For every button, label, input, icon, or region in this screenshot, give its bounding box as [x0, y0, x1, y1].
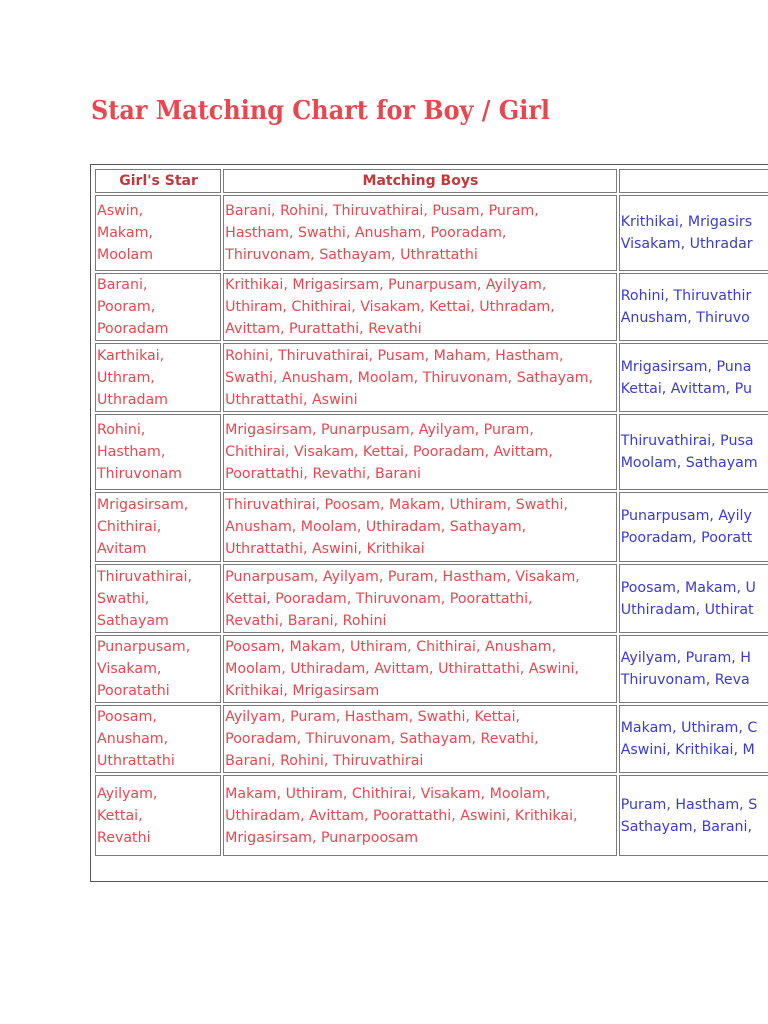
cell-line: Uthiradam, Avittam, Poorattathi, Aswini, Krithikai,	[225, 807, 578, 824]
cell-line: Avitam	[97, 541, 147, 557]
matching-boys-cell	[223, 635, 617, 703]
cell-line: Makam, Uthiram, C	[620, 720, 758, 736]
cell-line: Moolam	[97, 247, 154, 263]
cell-line: Makam, Uthiram, Chithirai, Visakam, Moolam,	[225, 785, 551, 802]
cell-line: Barani, Rohini, Thiruvathirai	[225, 753, 424, 769]
girls-star-cell	[95, 414, 221, 490]
girls-star-cell	[95, 775, 221, 856]
third-column-cell	[619, 564, 768, 633]
matching-boys-cell	[223, 775, 617, 856]
cell-line: Punarpusam,	[97, 639, 191, 655]
table-body	[95, 195, 768, 856]
table-row	[95, 775, 768, 856]
cell-line: Visakam, Uthradar	[620, 236, 753, 252]
cell-line: Uthrattathi	[97, 753, 175, 769]
cell-line: Rohini,	[97, 422, 146, 438]
cell-line: Thiruvathirai, Pusa	[620, 433, 754, 449]
cell-line: Uthradam	[97, 391, 168, 408]
star-matching-table-frame	[90, 164, 768, 882]
matching-boys-cell	[223, 195, 617, 271]
third-column-cell	[619, 492, 768, 562]
header-matching-boys: Matching Boys	[223, 169, 617, 193]
star-matching-table	[93, 167, 768, 858]
table-header-row	[95, 169, 768, 193]
matching-boys-cell	[223, 492, 617, 562]
matching-boys-cell	[223, 273, 617, 341]
cell-line: Revathi, Barani, Rohini	[225, 612, 387, 629]
cell-line: Mrigasirsam, Punarpoosam	[225, 829, 419, 846]
table-row	[95, 195, 768, 271]
cell-line: Ayilyam, Puram, H	[620, 650, 751, 666]
third-column-cell	[619, 343, 768, 412]
cell-line: Kettai, Avittam, Pu	[620, 380, 752, 397]
cell-line: Poosam, Makam, U	[620, 579, 756, 596]
table-row	[95, 705, 768, 773]
cell-line: Ayilyam, Puram, Hastham, Swathi, Kettai,	[225, 709, 521, 725]
cell-line: Uthrattathi, Aswini	[225, 391, 358, 408]
cell-line: Moolam, Sathayam	[620, 455, 758, 471]
matching-boys-cell	[223, 414, 617, 490]
cell-line: Uthiram, Chithirai, Visakam, Kettai, Uthradam,	[225, 299, 555, 315]
cell-line: Swathi, Anusham, Moolam, Thiruvonam, Sathayam,	[225, 369, 594, 386]
girls-star-cell	[95, 343, 221, 412]
cell-line: Pooradam, Thiruvonam, Sathayam, Revathi,	[225, 731, 539, 747]
cell-line: Uthiradam, Uthirat	[620, 601, 754, 618]
cell-line: Moolam, Uthiradam, Avittam, Uthirattathi, Aswini,	[225, 661, 579, 677]
cell-line: Uthram,	[97, 369, 155, 386]
cell-line: Swathi,	[97, 590, 150, 607]
girls-star-cell	[95, 635, 221, 703]
table-row	[95, 414, 768, 490]
cell-line: Thiruvonam, Sathayam, Uthrattathi	[225, 247, 478, 263]
cell-line: Poosam,	[97, 709, 157, 725]
cell-line: Thiruvonam, Reva	[620, 672, 750, 688]
cell-line: Pooram,	[97, 299, 156, 315]
table-row	[95, 635, 768, 703]
cell-line: Punarpusam, Ayily	[620, 508, 752, 524]
cell-line: Aswin,	[97, 203, 144, 219]
girls-star-cell	[95, 195, 221, 271]
cell-line: Hastham, Swathi, Anusham, Pooradam,	[225, 225, 507, 241]
cell-line: Mrigasirsam,	[97, 497, 189, 513]
cell-line: Mrigasirsam, Puna	[620, 358, 752, 375]
cell-line: Thiruvonam	[97, 466, 183, 482]
girls-star-cell	[95, 705, 221, 773]
girls-star-cell	[95, 492, 221, 562]
table-row	[95, 492, 768, 562]
cell-line: Makam,	[97, 225, 153, 241]
cell-line: Aswini, Krithikai, M	[620, 742, 755, 758]
cell-line: Thiruvathirai, Poosam, Makam, Uthiram, Swathi,	[225, 497, 568, 513]
third-column-cell	[619, 635, 768, 703]
cell-line: Visakam,	[97, 661, 162, 677]
cell-line: Rohini, Thiruvathir	[620, 288, 752, 304]
table-row	[95, 273, 768, 341]
cell-line: Punarpusam, Ayilyam, Puram, Hastham, Visakam,	[225, 568, 580, 585]
cell-line: Puram, Hastham, S	[620, 796, 758, 813]
cell-line: Barani, Rohini, Thiruvathirai, Pusam, Puram,	[225, 203, 539, 219]
cell-line: Kettai,	[97, 807, 143, 824]
cell-line: Karthikai,	[97, 347, 165, 364]
cell-line: Avittam, Purattathi, Revathi	[225, 321, 422, 337]
third-column-cell	[619, 775, 768, 856]
cell-line: Barani,	[97, 277, 148, 293]
girls-star-cell	[95, 564, 221, 633]
cell-line: Sathayam	[97, 612, 169, 629]
cell-line: Uthrattathi, Aswini, Krithikai	[225, 541, 425, 557]
page-title: Star Matching Chart for Boy / Girl	[91, 96, 551, 126]
cell-line: Poosam, Makam, Uthiram, Chithirai, Anusham,	[225, 639, 557, 655]
third-column-cell	[619, 195, 768, 271]
third-column-cell	[619, 273, 768, 341]
cell-line: Kettai, Pooradam, Thiruvonam, Poorattathi,	[225, 590, 533, 607]
cell-line: Pooradam, Pooratt	[620, 530, 753, 546]
cell-line: Krithikai, Mrigasirsam	[225, 683, 380, 699]
table-row	[95, 343, 768, 412]
cell-line: Rohini, Thiruvathirai, Pusam, Maham, Hastham,	[225, 347, 564, 364]
cell-line: Krithikai, Mrigasirsam, Punarpusam, Ayilyam,	[225, 277, 547, 293]
matching-boys-cell	[223, 705, 617, 773]
matching-boys-cell	[223, 343, 617, 412]
cell-line: Hastham,	[97, 444, 166, 460]
matching-boys-cell	[223, 564, 617, 633]
table-row	[95, 564, 768, 633]
cell-line: Mrigasirsam, Punarpusam, Ayilyam, Puram,	[225, 422, 534, 438]
cell-line: Sathayam, Barani,	[620, 818, 752, 835]
cell-line: Pooradam	[97, 321, 169, 337]
cell-line: Chithirai,	[97, 519, 162, 535]
header-third-column	[619, 169, 768, 193]
girls-star-cell	[95, 273, 221, 341]
cell-line: Revathi	[97, 829, 151, 846]
cell-line: Anusham, Thiruvo	[620, 310, 750, 326]
cell-line: Poorattathi, Revathi, Barani	[225, 466, 421, 482]
cell-line: Chithirai, Visakam, Kettai, Pooradam, Avittam,	[225, 444, 553, 460]
cell-line: Anusham,	[97, 731, 169, 747]
cell-line: Thiruvathirai,	[97, 568, 192, 585]
cell-line: Krithikai, Mrigasirs	[620, 214, 753, 230]
cell-line: Ayilyam,	[97, 785, 158, 802]
third-column-cell	[619, 705, 768, 773]
cell-line: Anusham, Moolam, Uthiradam, Sathayam,	[225, 519, 527, 535]
cell-line: Pooratathi	[97, 683, 170, 699]
third-column-cell	[619, 414, 768, 490]
header-girls-star: Girl's Star	[95, 169, 221, 193]
